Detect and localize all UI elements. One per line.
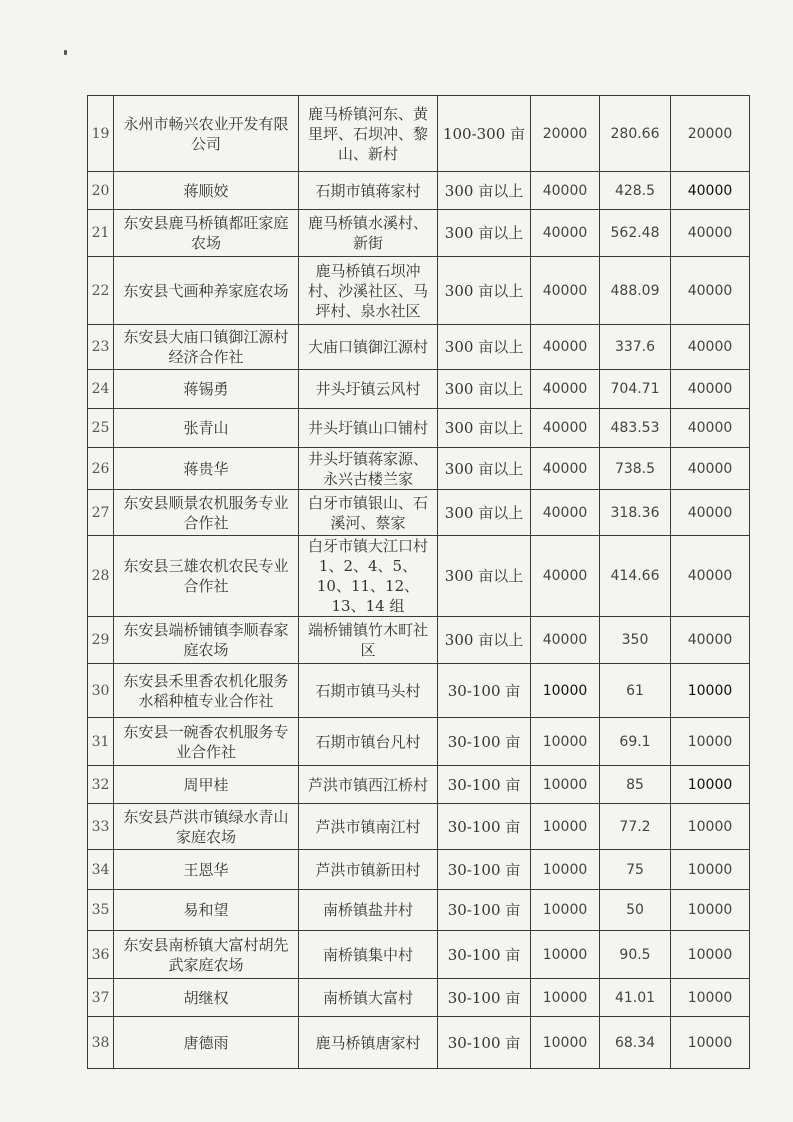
scale-cell: 300 亩以上 [438,536,531,617]
table-row [88,172,750,210]
location-cell: 芦洪市镇新田村 [299,850,438,890]
location-cell: 白牙市镇大江口村1、2、4、5、10、11、12、13、14 组 [299,536,438,617]
applicant-name-cell: 东安县南桥镇大富村胡先武家庭农场 [114,931,299,979]
area-cell: 50 [600,890,671,931]
applicant-name-cell: 东安县禾里香农机化服务水稻种植专业合作社 [114,664,299,718]
applicant-name-cell: 周甲桂 [114,766,299,804]
row-number-cell: 21 [88,210,114,257]
scale-cell: 30-100 亩 [438,664,531,718]
applicant-name-cell: 易和望 [114,890,299,931]
table-row [88,850,750,890]
subsidy-standard-cell: 40000 [531,210,600,257]
applicant-name-cell: 王恩华 [114,850,299,890]
table-row [88,325,750,370]
subsidy-amount-cell: 10000 [671,931,750,979]
row-number-cell: 30 [88,664,114,718]
subsidy-amount-cell: 10000 [671,890,750,931]
subsidy-amount-cell: 10000 [671,1017,750,1069]
row-number-cell: 27 [88,490,114,536]
area-cell: 75 [600,850,671,890]
location-cell: 南桥镇集中村 [299,931,438,979]
scale-cell: 30-100 亩 [438,850,531,890]
applicant-name-cell: 东安县一碗香农机服务专业合作社 [114,718,299,766]
area-cell: 350 [600,617,671,664]
location-cell: 石期市镇马头村 [299,664,438,718]
scale-cell: 100-300 亩 [438,96,531,172]
location-cell: 白牙市镇银山、石溪河、蔡家 [299,490,438,536]
table-body [88,96,750,1069]
subsidy-amount-cell: 40000 [671,370,750,409]
area-cell: 318.36 [600,490,671,536]
subsidy-standard-cell: 10000 [531,979,600,1017]
scale-cell: 30-100 亩 [438,931,531,979]
subsidy-standard-cell: 40000 [531,172,600,210]
row-number-cell: 26 [88,448,114,490]
applicant-name-cell: 蒋顺姣 [114,172,299,210]
subsidy-amount-cell: 10000 [671,979,750,1017]
scale-cell: 300 亩以上 [438,210,531,257]
subsidy-standard-cell: 10000 [531,804,600,850]
subsidy-standard-cell: 10000 [531,664,600,718]
table-row [88,370,750,409]
scale-cell: 300 亩以上 [438,257,531,325]
subsidy-standard-cell: 40000 [531,409,600,448]
subsidy-amount-cell: 40000 [671,490,750,536]
row-number-cell: 22 [88,257,114,325]
table-row [88,890,750,931]
location-cell: 南桥镇大富村 [299,979,438,1017]
area-cell: 414.66 [600,536,671,617]
area-cell: 483.53 [600,409,671,448]
subsidy-amount-cell: 10000 [671,664,750,718]
table-row [88,931,750,979]
applicant-name-cell: 东安县三雄农机农民专业合作社 [114,536,299,617]
scale-cell: 300 亩以上 [438,617,531,664]
subsidy-standard-cell: 40000 [531,325,600,370]
row-number-cell: 32 [88,766,114,804]
location-cell: 鹿马桥镇石坝冲村、沙溪社区、马坪村、泉水社区 [299,257,438,325]
area-cell: 738.5 [600,448,671,490]
scale-cell: 30-100 亩 [438,1017,531,1069]
table-row [88,766,750,804]
location-cell: 端桥铺镇竹木町社区 [299,617,438,664]
subsidy-standard-cell: 40000 [531,490,600,536]
row-number-cell: 35 [88,890,114,931]
scale-cell: 300 亩以上 [438,448,531,490]
applicant-name-cell: 永州市畅兴农业开发有限公司 [114,96,299,172]
area-cell: 562.48 [600,210,671,257]
area-cell: 337.6 [600,325,671,370]
subsidy-standard-cell: 10000 [531,890,600,931]
subsidy-standard-cell: 10000 [531,850,600,890]
table-row [88,210,750,257]
location-cell: 鹿马桥镇水溪村、新街 [299,210,438,257]
scale-cell: 30-100 亩 [438,890,531,931]
location-cell: 鹿马桥镇河东、黄里坪、石坝冲、黎山、新村 [299,96,438,172]
location-cell: 芦洪市镇西江桥村 [299,766,438,804]
table-row [88,448,750,490]
applicant-name-cell: 东安县弋画种养家庭农场 [114,257,299,325]
subsidy-amount-cell: 40000 [671,257,750,325]
row-number-cell: 29 [88,617,114,664]
row-number-cell: 28 [88,536,114,617]
scale-cell: 300 亩以上 [438,325,531,370]
table-row [88,718,750,766]
row-number-cell: 31 [88,718,114,766]
subsidy-standard-cell: 20000 [531,96,600,172]
subsidy-amount-cell: 10000 [671,804,750,850]
scale-cell: 30-100 亩 [438,718,531,766]
location-cell: 鹿马桥镇唐家村 [299,1017,438,1069]
scale-cell: 30-100 亩 [438,804,531,850]
scale-cell: 300 亩以上 [438,370,531,409]
row-number-cell: 19 [88,96,114,172]
row-number-cell: 20 [88,172,114,210]
location-cell: 石期市镇蒋家村 [299,172,438,210]
applicant-name-cell: 东安县鹿马桥镇都旺家庭农场 [114,210,299,257]
area-cell: 428.5 [600,172,671,210]
row-number-cell: 37 [88,979,114,1017]
subsidy-amount-cell: 40000 [671,325,750,370]
applicant-name-cell: 蒋锡勇 [114,370,299,409]
row-number-cell: 38 [88,1017,114,1069]
applicant-name-cell: 东安县芦洪市镇绿水青山家庭农场 [114,804,299,850]
subsidy-standard-cell: 40000 [531,617,600,664]
location-cell: 芦洪市镇南江村 [299,804,438,850]
subsidy-amount-cell: 40000 [671,409,750,448]
area-cell: 77.2 [600,804,671,850]
area-cell: 280.66 [600,96,671,172]
area-cell: 69.1 [600,718,671,766]
applicant-name-cell: 东安县端桥铺镇李顺春家庭农场 [114,617,299,664]
applicant-name-cell: 东安县顺景农机服务专业合作社 [114,490,299,536]
subsidy-amount-cell: 10000 [671,850,750,890]
applicant-name-cell: 张青山 [114,409,299,448]
scale-cell: 300 亩以上 [438,172,531,210]
subsidy-standard-cell: 10000 [531,766,600,804]
table-row [88,536,750,617]
table-row [88,96,750,172]
location-cell: 大庙口镇御江源村 [299,325,438,370]
row-number-cell: 36 [88,931,114,979]
area-cell: 85 [600,766,671,804]
row-number-cell: 34 [88,850,114,890]
applicant-name-cell: 蒋贵华 [114,448,299,490]
area-cell: 488.09 [600,257,671,325]
scale-cell: 300 亩以上 [438,490,531,536]
subsidy-amount-cell: 40000 [671,536,750,617]
subsidy-amount-cell: 10000 [671,766,750,804]
subsidy-amount-cell: 40000 [671,210,750,257]
location-cell: 井头圩镇山口铺村 [299,409,438,448]
applicant-name-cell: 东安县大庙口镇御江源村经济合作社 [114,325,299,370]
subsidy-amount-cell: 10000 [671,718,750,766]
subsidy-standard-cell: 40000 [531,370,600,409]
subsidy-table [87,95,750,1069]
subsidy-standard-cell: 40000 [531,257,600,325]
subsidy-amount-cell: 40000 [671,617,750,664]
location-cell: 井头圩镇蒋家源、永兴古楼兰家 [299,448,438,490]
subsidy-standard-cell: 40000 [531,536,600,617]
applicant-name-cell: 胡继权 [114,979,299,1017]
location-cell: 南桥镇盐井村 [299,890,438,931]
table-row [88,664,750,718]
subsidy-standard-cell: 10000 [531,931,600,979]
subsidy-amount-cell: 20000 [671,96,750,172]
subsidy-standard-cell: 40000 [531,448,600,490]
scale-cell: 300 亩以上 [438,409,531,448]
area-cell: 704.71 [600,370,671,409]
area-cell: 41.01 [600,979,671,1017]
row-number-cell: 33 [88,804,114,850]
table-row [88,979,750,1017]
area-cell: 61 [600,664,671,718]
area-cell: 90.5 [600,931,671,979]
row-number-cell: 25 [88,409,114,448]
table-row [88,257,750,325]
subsidy-standard-cell: 10000 [531,1017,600,1069]
scan-speck [64,50,67,55]
subsidy-amount-cell: 40000 [671,448,750,490]
table-row [88,804,750,850]
table-row [88,409,750,448]
table-row [88,617,750,664]
area-cell: 68.34 [600,1017,671,1069]
row-number-cell: 23 [88,325,114,370]
table-row [88,490,750,536]
subsidy-standard-cell: 10000 [531,718,600,766]
scale-cell: 30-100 亩 [438,979,531,1017]
location-cell: 井头圩镇云风村 [299,370,438,409]
row-number-cell: 24 [88,370,114,409]
applicant-name-cell: 唐德雨 [114,1017,299,1069]
subsidy-amount-cell: 40000 [671,172,750,210]
location-cell: 石期市镇台凡村 [299,718,438,766]
table-row [88,1017,750,1069]
scale-cell: 30-100 亩 [438,766,531,804]
